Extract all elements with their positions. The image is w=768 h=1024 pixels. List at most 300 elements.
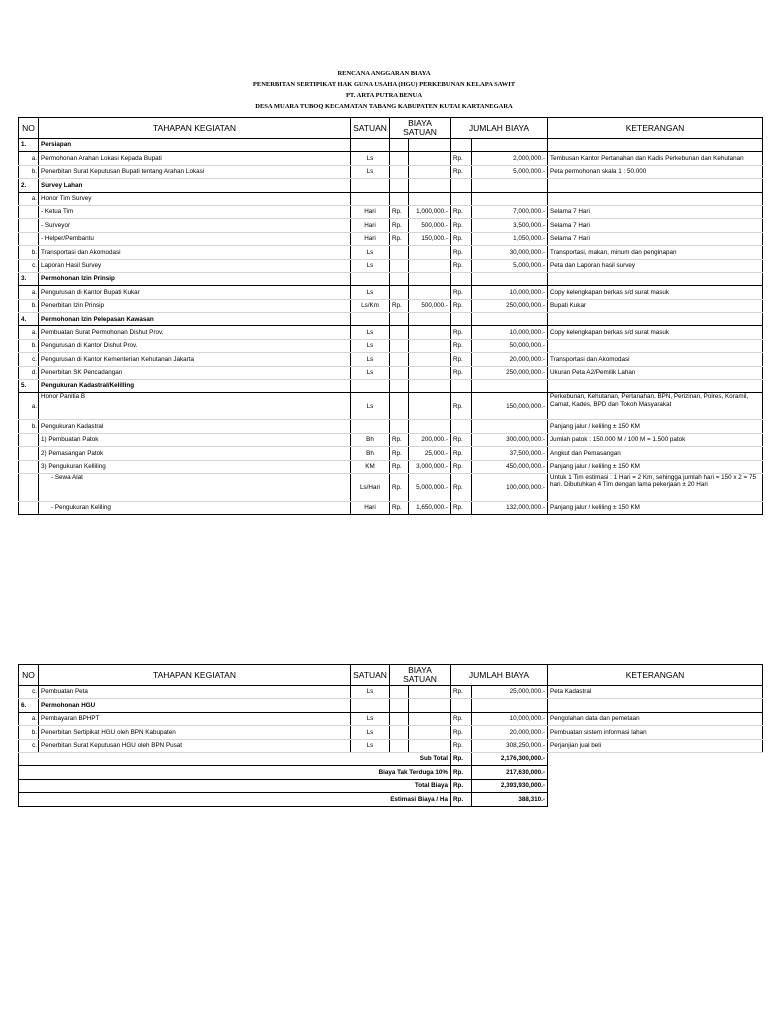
summary-label: Total Biaya <box>19 779 451 792</box>
table-row <box>19 286 763 299</box>
unit-cost-value: 1,000,000.- <box>409 205 451 218</box>
note-cell: Angkut dan Pemasangan <box>548 447 763 460</box>
unit-cost-currency: Rp. <box>390 299 409 312</box>
activity-cell: 3) Pengukuran Kelliling <box>39 460 351 473</box>
unit-cost-currency <box>390 686 409 699</box>
row-number: a. <box>19 286 39 299</box>
unit-cost-value: 150,000.- <box>409 232 451 245</box>
row-number: 5. <box>19 380 39 393</box>
summary-currency: Rp. <box>451 752 472 765</box>
table-row <box>19 246 763 259</box>
summary-row <box>19 766 763 779</box>
row-number: c. <box>19 686 39 699</box>
activity-cell: Penerbitan Sertipikat HGU oleh BPN Kabupaten <box>39 726 351 739</box>
table-row <box>19 326 763 339</box>
total-value <box>472 272 548 285</box>
table-row <box>19 192 763 205</box>
total-currency: Rp. <box>451 232 472 245</box>
total-value <box>472 192 548 205</box>
unit-cost-currency <box>390 259 409 272</box>
total-value: 7,000,000.- <box>472 205 548 218</box>
unit-cell: Ls <box>351 259 390 272</box>
table-header-row <box>19 665 763 686</box>
unit-cell <box>351 139 390 152</box>
total-value: 2,000,000.- <box>472 152 548 165</box>
table-row <box>19 165 763 178</box>
row-number: b. <box>19 165 39 178</box>
activity-cell: Pengukuran Kadastral/Kelilling <box>39 380 351 393</box>
note-cell: Copy kelengkapan berkas s/d surat masuk <box>548 326 763 339</box>
total-currency: Rp. <box>451 165 472 178</box>
col-satuan-header: SATUAN <box>351 118 390 139</box>
total-value: 250,000,000.- <box>472 299 548 312</box>
col-jumlah-biaya-header: JUMLAH BIAYA <box>451 118 548 139</box>
section-row <box>19 272 763 285</box>
total-value: 3,500,000.- <box>472 219 548 232</box>
total-value: 20,000,000.- <box>472 353 548 366</box>
total-currency: Rp. <box>451 205 472 218</box>
unit-cell <box>351 380 390 393</box>
activity-cell: - Surveyor <box>39 219 351 232</box>
summary-row <box>19 793 763 806</box>
section-row <box>19 699 763 712</box>
note-cell: Untuk 1 Tim estimasi : 1 Hari = 2 Km, sehingga jumlah hari = 150 x 2 = 75 hari. Dibutuhkan 4 Tim dengan lama pekerjaan ± 20 Hari <box>548 473 763 501</box>
row-number: a. <box>19 712 39 725</box>
note-cell: Transportasi dan Akomodasi <box>548 353 763 366</box>
total-currency: Rp. <box>451 246 472 259</box>
activity-cell: Pengukuran Kadastral <box>39 420 351 433</box>
row-number: b. <box>19 299 39 312</box>
unit-cost-currency: Rp. <box>390 219 409 232</box>
table-row <box>19 686 763 699</box>
unit-cell <box>351 699 390 712</box>
total-value: 450,000,000.- <box>472 460 548 473</box>
unit-cost-currency: Rp. <box>390 447 409 460</box>
row-number: 1. <box>19 139 39 152</box>
summary-value: 388,310.- <box>472 793 548 806</box>
summary-value: 2,176,300,000.- <box>472 752 548 765</box>
unit-cost-value: 200,000.- <box>409 433 451 446</box>
summary-currency: Rp. <box>451 766 472 779</box>
row-number: b. <box>19 339 39 352</box>
unit-cell: Ls <box>351 152 390 165</box>
summary-blank <box>548 752 763 765</box>
total-currency: Rp. <box>451 152 472 165</box>
unit-cost-value: 500,000.- <box>409 219 451 232</box>
unit-cost-currency <box>390 246 409 259</box>
unit-cost-value <box>409 272 451 285</box>
activity-cell: - Sewa Alat <box>39 473 351 501</box>
summary-label: Sub Total <box>19 752 451 765</box>
row-number: 3. <box>19 272 39 285</box>
unit-cost-currency: Rp. <box>390 433 409 446</box>
summary-row <box>19 752 763 765</box>
unit-cost-currency <box>390 726 409 739</box>
unit-cost-currency <box>390 272 409 285</box>
unit-cost-currency <box>390 739 409 752</box>
activity-cell: Pembayaran BPHPT <box>39 712 351 725</box>
unit-cell <box>351 192 390 205</box>
total-currency <box>451 313 472 326</box>
col-keterangan-header: KETERANGAN <box>548 118 763 139</box>
unit-cost-currency <box>390 699 409 712</box>
total-value: 20,000,000.- <box>472 726 548 739</box>
unit-cell: Hari <box>351 501 390 514</box>
total-currency <box>451 179 472 192</box>
row-number: a. <box>19 326 39 339</box>
activity-cell: Permohonan Izin Prinsip <box>39 272 351 285</box>
col-tahapan-header: TAHAPAN KEGIATAN <box>39 118 351 139</box>
unit-cell: Ls <box>351 726 390 739</box>
unit-cost-value <box>409 192 451 205</box>
unit-cost-currency <box>390 152 409 165</box>
unit-cost-value <box>409 313 451 326</box>
activity-cell: Laporan Hasil Survey <box>39 259 351 272</box>
unit-cell: Ls <box>351 165 390 178</box>
activity-cell: Pengurusan di Kantor Dishut Prov. <box>39 339 351 352</box>
row-number: 6. <box>19 699 39 712</box>
unit-cost-currency <box>390 393 409 420</box>
note-cell: Jumlah patok : 150.000 M / 100 M = 1.500 patok <box>548 433 763 446</box>
unit-cost-value <box>409 353 451 366</box>
total-currency: Rp. <box>451 686 472 699</box>
note-cell: Pembuatan sistem informasi lahan <box>548 726 763 739</box>
total-value: 100,000,000.- <box>472 473 548 501</box>
unit-cost-value <box>409 259 451 272</box>
unit-cost-currency <box>390 712 409 725</box>
unit-cost-currency <box>390 366 409 379</box>
note-cell: Peta dan Laporan hasil survey <box>548 259 763 272</box>
note-cell <box>548 699 763 712</box>
unit-cell <box>351 272 390 285</box>
unit-cell <box>351 179 390 192</box>
unit-cell: Bh <box>351 433 390 446</box>
table-row <box>19 393 763 420</box>
summary-value: 2,393,930,000.- <box>472 779 548 792</box>
row-number <box>19 473 39 501</box>
activity-cell: Permohonan HGU <box>39 699 351 712</box>
note-cell: Perjanjian jual beli <box>548 739 763 752</box>
table-row <box>19 259 763 272</box>
note-cell <box>548 380 763 393</box>
total-currency: Rp. <box>451 286 472 299</box>
table-row <box>19 460 763 473</box>
row-number: a. <box>19 152 39 165</box>
unit-cost-value <box>409 726 451 739</box>
table-row <box>19 205 763 218</box>
row-number: b. <box>19 420 39 433</box>
unit-cell: Ls <box>351 393 390 420</box>
activity-cell: 2) Pemasangan Patok <box>39 447 351 460</box>
table-row <box>19 299 763 312</box>
unit-cost-value <box>409 380 451 393</box>
note-cell: Perkebunan, Kehutanan, Pertanahan, BPN, Perizinan, Polres, Koramil, Camat, Kades, BPD dan Tokoh Masyarakat <box>548 393 763 420</box>
total-value: 1,050,000.- <box>472 232 548 245</box>
table-row <box>19 219 763 232</box>
unit-cell: Bh <box>351 447 390 460</box>
total-value <box>472 420 548 433</box>
unit-cost-value: 5,000,000.- <box>409 473 451 501</box>
unit-cost-value <box>409 420 451 433</box>
col-biaya-satuan-header: BIAYA SATUAN <box>390 118 451 139</box>
unit-cost-currency <box>390 353 409 366</box>
title-line-4: DESA MUARA TUBOQ KECAMATAN TABANG KABUPATEN KUTAI KARTANEGARA <box>255 103 513 110</box>
unit-cost-value <box>409 366 451 379</box>
unit-cost-currency: Rp. <box>390 205 409 218</box>
total-value <box>472 380 548 393</box>
note-cell: Panjang jalur / keliling ± 150 KM <box>548 501 763 514</box>
unit-cost-value <box>409 246 451 259</box>
total-value: 10,000,000.- <box>472 712 548 725</box>
total-currency <box>451 192 472 205</box>
unit-cell: Ls <box>351 246 390 259</box>
title-line-1: RENCANA ANGGARAN BIAYA <box>337 70 431 77</box>
col-no-header: NO <box>19 118 39 139</box>
summary-label: Estimasi Biaya / Ha <box>19 793 451 806</box>
note-cell: Copy kelengkapan berkas s/d surat masuk <box>548 286 763 299</box>
budget-table-2 <box>18 664 763 807</box>
unit-cell: Ls <box>351 326 390 339</box>
row-number <box>19 232 39 245</box>
table-row <box>19 501 763 514</box>
unit-cost-value <box>409 139 451 152</box>
unit-cell: Ls <box>351 339 390 352</box>
unit-cell: Ls <box>351 686 390 699</box>
total-value <box>472 179 548 192</box>
summary-currency: Rp. <box>451 779 472 792</box>
activity-cell: 1) Pembuatan Patok <box>39 433 351 446</box>
activity-cell: Pengurusan di Kantor Bupati Kukar <box>39 286 351 299</box>
total-value: 150,000,000.- <box>472 393 548 420</box>
total-currency: Rp. <box>451 339 472 352</box>
total-currency: Rp. <box>451 259 472 272</box>
row-number <box>19 433 39 446</box>
total-currency: Rp. <box>451 393 472 420</box>
total-currency: Rp. <box>451 447 472 460</box>
unit-cost-currency <box>390 179 409 192</box>
table-row <box>19 447 763 460</box>
note-cell: Tembusan Kantor Pertanahan dan Kadis Perkebunan dan Kehutanan <box>548 152 763 165</box>
activity-cell: - Ketua Tim <box>39 205 351 218</box>
total-value: 10,000,000.- <box>472 326 548 339</box>
row-number: c. <box>19 259 39 272</box>
unit-cell: Ls <box>351 739 390 752</box>
total-value <box>472 313 548 326</box>
unit-cost-value <box>409 152 451 165</box>
table-row <box>19 433 763 446</box>
unit-cost-value <box>409 739 451 752</box>
unit-cell: Ls/Km <box>351 299 390 312</box>
total-value: 300,000,000.- <box>472 433 548 446</box>
total-value: 132,000,000.- <box>472 501 548 514</box>
unit-cost-value <box>409 339 451 352</box>
total-currency <box>451 139 472 152</box>
total-currency: Rp. <box>451 739 472 752</box>
row-number: c. <box>19 739 39 752</box>
unit-cell: Ls <box>351 286 390 299</box>
note-cell <box>548 192 763 205</box>
table-row <box>19 353 763 366</box>
total-value <box>472 699 548 712</box>
activity-cell: Penerbitan Surat Keputusan Bupati tentang Arahan Lokasi <box>39 165 351 178</box>
unit-cost-currency: Rp. <box>390 473 409 501</box>
activity-cell: Pembuatan Peta <box>39 686 351 699</box>
total-value: 50,000,000.- <box>472 339 548 352</box>
summary-blank <box>548 766 763 779</box>
section-row <box>19 139 763 152</box>
row-number <box>19 205 39 218</box>
note-cell: Transportasi, makan, minum dan penginapan <box>548 246 763 259</box>
col-tahapan-header: TAHAPAN KEGIATAN <box>39 665 351 686</box>
activity-cell: Penerbitan SK Pencadangan <box>39 366 351 379</box>
total-currency: Rp. <box>451 366 472 379</box>
table-row <box>19 712 763 725</box>
summary-value: 217,630,000.- <box>472 766 548 779</box>
activity-cell: Permohonan Arahan Lokasi Kepada Bupati <box>39 152 351 165</box>
total-currency: Rp. <box>451 460 472 473</box>
note-cell: Selama 7 Hari <box>548 232 763 245</box>
unit-cell: Ls/Hari <box>351 473 390 501</box>
table-row <box>19 152 763 165</box>
table-row <box>19 420 763 433</box>
unit-cost-currency <box>390 165 409 178</box>
unit-cost-value: 3,000,000.- <box>409 460 451 473</box>
row-number: d. <box>19 366 39 379</box>
row-number: b. <box>19 246 39 259</box>
unit-cost-currency <box>390 420 409 433</box>
total-value: 30,000,000.- <box>472 246 548 259</box>
total-currency <box>451 272 472 285</box>
unit-cost-value <box>409 699 451 712</box>
unit-cell <box>351 420 390 433</box>
row-number: 4. <box>19 313 39 326</box>
row-number <box>19 460 39 473</box>
note-cell <box>548 179 763 192</box>
activity-cell: Honor Panitia B <box>39 393 351 420</box>
total-value: 5,000,000.- <box>472 165 548 178</box>
total-value: 5,000,000.- <box>472 259 548 272</box>
section-row <box>19 380 763 393</box>
col-jumlah-biaya-header: JUMLAH BIAYA <box>451 665 548 686</box>
activity-cell: Honor Tim Survey <box>39 192 351 205</box>
note-cell: Panjang jalur / keliling ± 150 KM <box>548 460 763 473</box>
total-value: 25,000,000.- <box>472 686 548 699</box>
activity-cell: Persiapan <box>39 139 351 152</box>
row-number: a. <box>19 393 39 420</box>
unit-cost-currency: Rp. <box>390 232 409 245</box>
budget-table-1 <box>18 117 763 515</box>
summary-blank <box>548 793 763 806</box>
summary-currency: Rp. <box>451 793 472 806</box>
table-row <box>19 339 763 352</box>
unit-cost-value <box>409 393 451 420</box>
title-line-2: PENERBITAN SERTIPIKAT HAK GUNA USAHA (HGU) PERKEBUNAN KELAPA SAWIT <box>252 81 516 88</box>
row-number: a. <box>19 192 39 205</box>
total-currency <box>451 380 472 393</box>
activity-cell: Penerbitan Izin Prinsip <box>39 299 351 312</box>
note-cell <box>548 139 763 152</box>
row-number: c. <box>19 353 39 366</box>
note-cell: Selama 7 Hari <box>548 205 763 218</box>
section-row <box>19 179 763 192</box>
unit-cost-currency <box>390 326 409 339</box>
unit-cost-value <box>409 286 451 299</box>
summary-label: Biaya Tak Terduga 10% <box>19 766 451 779</box>
note-cell <box>548 313 763 326</box>
total-currency: Rp. <box>451 353 472 366</box>
row-number <box>19 219 39 232</box>
total-currency: Rp. <box>451 219 472 232</box>
unit-cost-value <box>409 686 451 699</box>
unit-cost-currency: Rp. <box>390 501 409 514</box>
table-row <box>19 739 763 752</box>
activity-cell: Penerbitan Surat Keputusan HGU oleh BPN Pusat <box>39 739 351 752</box>
table-row <box>19 726 763 739</box>
total-value: 10,000,000.- <box>472 286 548 299</box>
unit-cost-currency <box>390 339 409 352</box>
summary-blank <box>548 779 763 792</box>
unit-cost-value <box>409 165 451 178</box>
unit-cost-value: 1,650,000.- <box>409 501 451 514</box>
col-no-header: NO <box>19 665 39 686</box>
unit-cost-currency <box>390 313 409 326</box>
activity-cell: Survey Lahan <box>39 179 351 192</box>
note-cell <box>548 339 763 352</box>
unit-cost-currency <box>390 380 409 393</box>
total-currency: Rp. <box>451 726 472 739</box>
unit-cell <box>351 313 390 326</box>
note-cell: Bupati Kukar <box>548 299 763 312</box>
section-row <box>19 313 763 326</box>
summary-row <box>19 779 763 792</box>
table-row <box>19 232 763 245</box>
total-value <box>472 139 548 152</box>
table-row <box>19 366 763 379</box>
table-row <box>19 473 763 501</box>
unit-cell: Ls <box>351 712 390 725</box>
note-cell: Ukuran Peta A2/Pemilik Lahan <box>548 366 763 379</box>
row-number <box>19 447 39 460</box>
row-number <box>19 501 39 514</box>
activity-cell: Permohonan Izin Pelepasan Kawasan <box>39 313 351 326</box>
total-currency: Rp. <box>451 712 472 725</box>
unit-cost-value <box>409 712 451 725</box>
col-keterangan-header: KETERANGAN <box>548 665 763 686</box>
note-cell: Peta Kadastral <box>548 686 763 699</box>
unit-cost-value: 500,000.- <box>409 299 451 312</box>
unit-cost-currency: Rp. <box>390 460 409 473</box>
table-header-row <box>19 118 763 139</box>
total-currency: Rp. <box>451 501 472 514</box>
unit-cell: Hari <box>351 205 390 218</box>
activity-cell: Pengurusan di Kantor Kementerian Kehutanan Jakarta <box>39 353 351 366</box>
row-number: b. <box>19 726 39 739</box>
unit-cost-value <box>409 179 451 192</box>
row-number: 2. <box>19 179 39 192</box>
note-cell: Peta permohonan skala 1 : 50.000 <box>548 165 763 178</box>
total-value: 37,500,000.- <box>472 447 548 460</box>
unit-cost-currency <box>390 139 409 152</box>
col-biaya-satuan-header: BIAYA SATUAN <box>390 665 451 686</box>
total-currency <box>451 699 472 712</box>
activity-cell: - Pengukuran Keliling <box>39 501 351 514</box>
unit-cell: Ls <box>351 366 390 379</box>
note-cell: Selama 7 Hari <box>548 219 763 232</box>
unit-cell: Hari <box>351 219 390 232</box>
note-cell: Pengolahan data dan pemetaan <box>548 712 763 725</box>
unit-cost-value: 25,000.- <box>409 447 451 460</box>
note-cell <box>548 272 763 285</box>
